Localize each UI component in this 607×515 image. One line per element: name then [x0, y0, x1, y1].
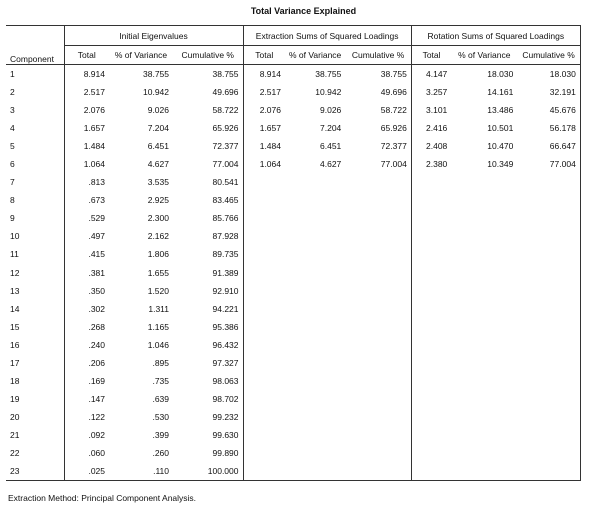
table-cell: 65.926 — [173, 119, 243, 137]
table-cell — [243, 173, 285, 191]
table-row — [6, 227, 580, 245]
table-cell — [411, 444, 451, 462]
table-cell: 38.755 — [345, 65, 411, 84]
table-cell — [345, 245, 411, 263]
table-cell: 38.755 — [173, 65, 243, 84]
table-cell: 18.030 — [517, 65, 580, 84]
table-cell — [451, 336, 517, 354]
table-cell — [411, 264, 451, 282]
table-cell — [345, 300, 411, 318]
table-cell — [285, 372, 345, 390]
table-cell — [517, 209, 580, 227]
table-cell — [345, 462, 411, 481]
col-header-pct-variance: % of Variance — [109, 46, 173, 65]
table-cell: .206 — [88, 357, 105, 368]
table-cell: 1.484 — [83, 141, 105, 152]
table-cell: .813 — [88, 177, 105, 188]
table-cell: 2.925 — [147, 195, 169, 206]
table-cell — [243, 300, 285, 318]
component-number: 11 — [6, 245, 64, 263]
table-cell — [345, 354, 411, 372]
table-cell — [411, 300, 451, 318]
table-cell: 3.257 — [426, 87, 448, 98]
table-row — [6, 318, 580, 336]
table-cell: 58.722 — [173, 101, 243, 119]
table-cell — [517, 372, 580, 390]
table-cell — [345, 408, 411, 426]
table-cell — [345, 318, 411, 336]
component-number: 20 — [6, 408, 64, 426]
table-cell — [451, 426, 517, 444]
table-row — [6, 372, 580, 390]
table-cell: 10.349 — [487, 159, 514, 170]
table-cell — [243, 191, 285, 209]
table-cell — [243, 318, 285, 336]
table-cell — [285, 264, 345, 282]
component-number: 22 — [6, 444, 64, 462]
table-cell — [345, 336, 411, 354]
component-number: 8 — [6, 191, 64, 209]
footnote: Extraction Method: Principal Component Analysis. — [8, 493, 197, 503]
table-row — [6, 245, 580, 263]
component-number: 2 — [6, 83, 64, 101]
table-cell — [411, 318, 451, 336]
table-cell: 2.076 — [83, 105, 105, 116]
table-row — [6, 83, 580, 101]
table-cell — [411, 426, 451, 444]
table-cell — [411, 282, 451, 300]
table-cell: 8.914 — [259, 69, 281, 80]
table-cell — [411, 354, 451, 372]
component-number: 1 — [6, 65, 64, 84]
table-cell — [451, 191, 517, 209]
table-cell — [285, 227, 345, 245]
table-cell: 2.076 — [259, 105, 281, 116]
table-cell: 1.046 — [147, 339, 169, 350]
table-cell: 4.627 — [320, 159, 342, 170]
table-cell — [517, 462, 580, 481]
table-cell: .735 — [152, 375, 169, 386]
table-cell — [411, 372, 451, 390]
table-cell: .350 — [88, 285, 105, 296]
table-cell — [285, 462, 345, 481]
table-cell: 14.161 — [487, 87, 514, 98]
table-cell: .122 — [88, 411, 105, 422]
table-cell — [411, 408, 451, 426]
table-cell: 100.000 — [173, 462, 243, 481]
table-cell: 2.517 — [83, 87, 105, 98]
table-cell: 97.327 — [173, 354, 243, 372]
component-number: 17 — [6, 354, 64, 372]
component-number: 4 — [6, 119, 64, 137]
table-cell: 7.204 — [147, 123, 169, 134]
component-number: 10 — [6, 227, 64, 245]
table-cell: .260 — [152, 448, 169, 458]
table-cell: 77.004 — [173, 155, 243, 173]
table-cell — [517, 191, 580, 209]
table-row — [6, 354, 580, 372]
table-cell: .529 — [88, 213, 105, 224]
table-cell: 13.486 — [487, 105, 514, 116]
table-cell — [451, 282, 517, 300]
table-cell — [517, 227, 580, 245]
table-row — [6, 282, 580, 300]
col-header-cumulative: Cumulative % — [517, 46, 580, 65]
table-cell: 95.386 — [173, 318, 243, 336]
table-cell: .169 — [88, 375, 105, 386]
table-cell: .415 — [88, 249, 105, 260]
table-row — [6, 209, 580, 227]
group-header-initial: Initial Eigenvalues — [64, 26, 243, 46]
table-cell: 96.432 — [173, 336, 243, 354]
table-cell — [345, 426, 411, 444]
table-cell: 89.735 — [173, 245, 243, 263]
table-cell: 77.004 — [517, 155, 580, 173]
table-cell — [517, 173, 580, 191]
table-cell: 2.380 — [426, 159, 448, 170]
table-cell — [243, 354, 285, 372]
table-cell: .497 — [88, 231, 105, 242]
table-row — [6, 336, 580, 354]
component-number: 21 — [6, 426, 64, 444]
table-row — [6, 462, 580, 481]
table-row — [6, 390, 580, 408]
table-cell — [285, 444, 345, 462]
table-cell — [285, 282, 345, 300]
table-cell: .381 — [88, 267, 105, 278]
component-number: 5 — [6, 137, 64, 155]
table-cell — [451, 209, 517, 227]
table-cell — [411, 245, 451, 263]
component-number: 12 — [6, 264, 64, 282]
table-cell: .147 — [88, 393, 105, 404]
component-number: 18 — [6, 372, 64, 390]
table-cell — [243, 462, 285, 481]
table-cell — [345, 372, 411, 390]
table-cell: 1.064 — [83, 159, 105, 170]
table-cell — [285, 354, 345, 372]
table-cell: 10.470 — [487, 141, 514, 152]
table-cell: 87.928 — [173, 227, 243, 245]
table-cell — [345, 191, 411, 209]
table-cell: 65.926 — [345, 119, 411, 137]
table-cell: 92.910 — [173, 282, 243, 300]
table-cell: 9.026 — [320, 105, 342, 116]
component-number: 6 — [6, 155, 64, 173]
table-cell: 1.165 — [147, 321, 169, 332]
table-cell: 72.377 — [345, 137, 411, 155]
table-cell — [345, 173, 411, 191]
table-cell: 10.942 — [315, 87, 342, 98]
table-row — [6, 173, 580, 191]
table-cell: 49.696 — [173, 83, 243, 101]
table-title: Total Variance Explained — [250, 6, 357, 16]
table-cell — [285, 318, 345, 336]
table-cell — [411, 227, 451, 245]
table-cell — [451, 354, 517, 372]
table-cell — [411, 336, 451, 354]
col-header-pct-variance: % of Variance — [451, 46, 517, 65]
table-cell — [243, 209, 285, 227]
table-cell: 94.221 — [173, 300, 243, 318]
group-header-extraction: Extraction Sums of Squared Loadings — [243, 26, 411, 46]
table-cell: .673 — [88, 195, 105, 206]
table-cell: 1.311 — [148, 303, 169, 314]
table-cell — [517, 264, 580, 282]
table-cell — [451, 300, 517, 318]
table-cell: 6.451 — [320, 141, 342, 152]
group-header-rotation: Rotation Sums of Squared Loadings — [411, 26, 580, 46]
table-cell — [411, 191, 451, 209]
table-cell — [411, 209, 451, 227]
table-cell: 72.377 — [173, 137, 243, 155]
table-cell: 99.232 — [173, 408, 243, 426]
table-cell — [243, 336, 285, 354]
table-cell: 1.806 — [147, 249, 169, 260]
table-cell: .110 — [109, 462, 173, 481]
table-cell: 45.676 — [517, 101, 580, 119]
table-cell: 80.541 — [173, 173, 243, 191]
table-cell — [517, 426, 580, 444]
table-cell: 9.026 — [147, 105, 169, 116]
table-cell: 2.517 — [259, 87, 281, 98]
table-cell: 98.063 — [173, 372, 243, 390]
table-cell: .240 — [88, 339, 105, 350]
table-cell — [517, 408, 580, 426]
col-header-cumulative: Cumulative % — [345, 46, 411, 65]
component-number: 7 — [6, 173, 64, 191]
table-row — [6, 426, 580, 444]
table-cell — [345, 282, 411, 300]
table-cell: 83.465 — [173, 191, 243, 209]
col-header-pct-variance: % of Variance — [285, 46, 345, 65]
component-number: 23 — [6, 462, 64, 481]
table-cell — [345, 227, 411, 245]
table-cell: .060 — [88, 448, 105, 458]
table-cell — [451, 408, 517, 426]
table-row — [6, 101, 580, 119]
component-header: Component — [6, 26, 64, 65]
table-cell: 6.451 — [147, 141, 169, 152]
table-cell: .025 — [64, 462, 109, 481]
table-row — [6, 408, 580, 426]
component-number: 9 — [6, 209, 64, 227]
table-cell — [243, 408, 285, 426]
table-cell: 66.647 — [517, 137, 580, 155]
table-cell — [243, 372, 285, 390]
table-cell — [243, 227, 285, 245]
table-cell — [517, 300, 580, 318]
table-cell: 18.030 — [487, 69, 514, 80]
table-cell: 49.696 — [345, 83, 411, 101]
table-cell: 1.655 — [147, 267, 169, 278]
table-cell — [517, 318, 580, 336]
table-cell: 2.162 — [147, 231, 169, 242]
table-cell — [345, 444, 411, 462]
table-row — [6, 300, 580, 318]
table-cell — [517, 390, 580, 408]
table-body — [6, 65, 580, 481]
table-cell — [345, 264, 411, 282]
table-cell: .302 — [88, 303, 105, 314]
col-header-total: Total — [243, 46, 285, 65]
table-row — [6, 119, 580, 137]
component-number: 16 — [6, 336, 64, 354]
table-cell: 7.204 — [320, 123, 342, 134]
table-cell — [451, 227, 517, 245]
table-cell: 85.766 — [173, 209, 243, 227]
table-cell — [345, 390, 411, 408]
table-cell: 98.702 — [173, 390, 243, 408]
table-cell: 2.300 — [147, 213, 169, 224]
table-cell: .268 — [88, 321, 105, 332]
table-cell — [243, 282, 285, 300]
table-row — [6, 264, 580, 282]
col-header-total: Total — [64, 46, 109, 65]
component-number: 19 — [6, 390, 64, 408]
table-cell — [451, 318, 517, 336]
table-cell: 10.942 — [143, 87, 169, 98]
table-cell: 99.890 — [173, 444, 243, 462]
table-cell — [451, 462, 517, 481]
table-cell — [451, 372, 517, 390]
table-cell: 3.101 — [426, 105, 448, 116]
table-row — [6, 155, 580, 173]
table-cell — [285, 336, 345, 354]
table-cell: 10.501 — [487, 123, 514, 134]
table-cell: 2.416 — [426, 123, 448, 134]
component-number: 13 — [6, 282, 64, 300]
table-cell — [285, 300, 345, 318]
table-cell — [285, 245, 345, 263]
table-cell — [243, 245, 285, 263]
table-cell — [285, 173, 345, 191]
table-cell: .639 — [152, 393, 169, 404]
table-cell: 1.484 — [259, 141, 281, 152]
component-number: 14 — [6, 300, 64, 318]
table-cell: 1.657 — [259, 123, 281, 134]
table-cell — [345, 209, 411, 227]
table-cell — [411, 173, 451, 191]
table-cell — [285, 209, 345, 227]
component-number: 3 — [6, 101, 64, 119]
table-cell — [411, 462, 451, 481]
total-variance-table — [6, 25, 581, 481]
table-cell: .895 — [152, 357, 169, 368]
table-cell — [517, 444, 580, 462]
table-cell: 58.722 — [345, 101, 411, 119]
table-cell — [517, 354, 580, 372]
table-cell — [243, 390, 285, 408]
table-cell: .092 — [88, 429, 105, 440]
table-cell: 2.408 — [426, 141, 448, 152]
table-cell — [243, 444, 285, 462]
table-cell — [517, 245, 580, 263]
table-cell — [411, 390, 451, 408]
table-cell — [285, 191, 345, 209]
table-cell: 1.657 — [83, 123, 105, 134]
table-cell: 38.755 — [315, 69, 342, 80]
table-cell: 3.535 — [147, 177, 169, 188]
table-row — [6, 137, 580, 155]
table-row — [6, 444, 580, 462]
table-cell — [451, 264, 517, 282]
table-cell: 4.627 — [147, 159, 169, 170]
table-cell: .399 — [152, 429, 169, 440]
table-row — [6, 65, 580, 84]
table-cell — [243, 426, 285, 444]
table-cell — [243, 264, 285, 282]
table-cell — [451, 390, 517, 408]
table-cell — [285, 408, 345, 426]
table-cell — [451, 245, 517, 263]
table-cell: 56.178 — [517, 119, 580, 137]
table-row — [6, 191, 580, 209]
col-header-total: Total — [411, 46, 451, 65]
table-cell — [517, 282, 580, 300]
table-cell: 32.191 — [517, 83, 580, 101]
table-cell — [451, 173, 517, 191]
table-cell — [285, 426, 345, 444]
table-cell: 1.064 — [259, 159, 281, 170]
table-cell: 38.755 — [143, 69, 169, 80]
table-cell: 1.520 — [147, 285, 169, 296]
table-cell: 99.630 — [173, 426, 243, 444]
table-cell: 4.147 — [426, 69, 448, 80]
table-cell: .530 — [152, 411, 169, 422]
table-cell — [451, 444, 517, 462]
component-number: 15 — [6, 318, 64, 336]
table-cell: 77.004 — [345, 155, 411, 173]
table-cell: 91.389 — [173, 264, 243, 282]
col-header-cumulative: Cumulative % — [173, 46, 243, 65]
table-cell — [517, 336, 580, 354]
table-cell — [285, 390, 345, 408]
table-cell: 8.914 — [83, 69, 105, 80]
